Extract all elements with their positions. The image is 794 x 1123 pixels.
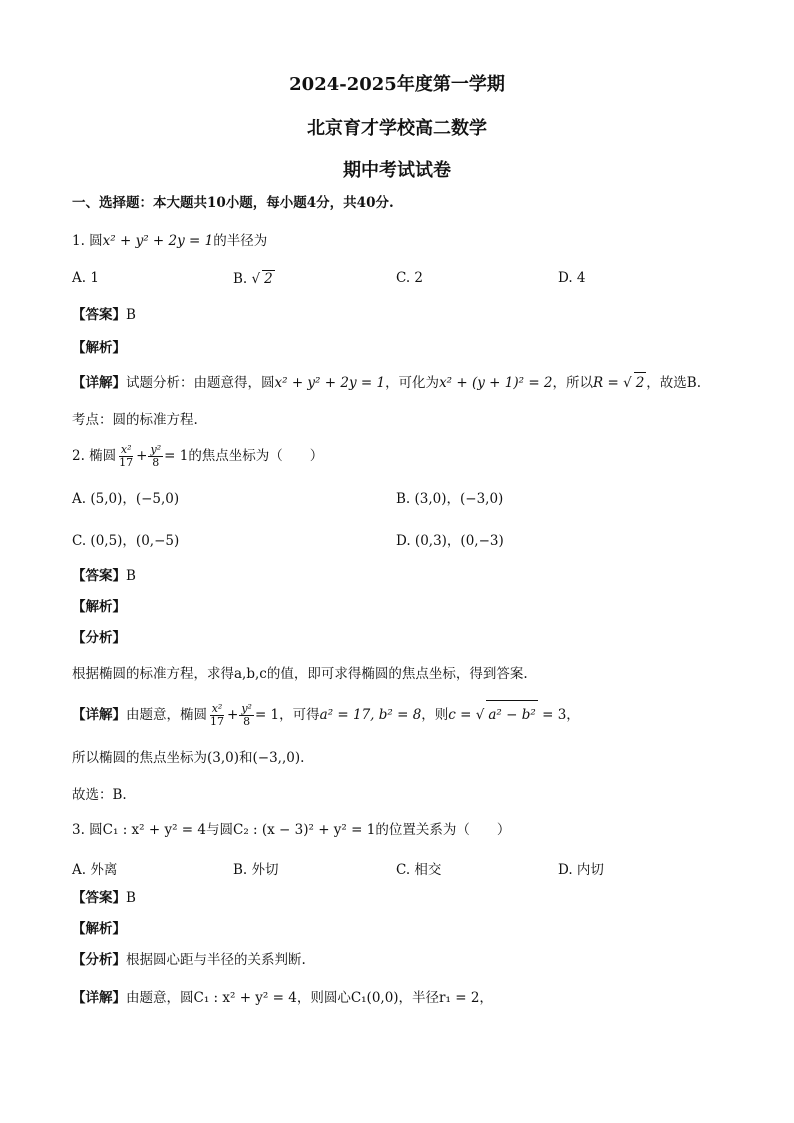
answer-label: 【答案】: [72, 307, 126, 323]
q2-detail-tail: = 3，: [537, 707, 580, 723]
q1-detail-eq2: x² + (y + 1)² = 2: [439, 375, 553, 391]
q1-answer: [72, 305, 734, 325]
q2-detail-eq-tail: = 1: [254, 707, 280, 723]
q2-frac-x-num: x²: [120, 443, 132, 456]
doc-title-school: 北京育才学校高二数学: [307, 118, 487, 139]
q3-analysis-label: 【解析】: [72, 921, 126, 937]
q3-option-c: C. 相交: [396, 862, 442, 878]
q2-detail-plus: +: [227, 707, 239, 723]
q2-fenxi-label: 【分析】: [72, 630, 126, 646]
q2-prefix: 2. 椭圆: [72, 448, 117, 464]
section-heading: 一、选择题：本大题共10小题，每小题4分，共40分.: [72, 195, 394, 211]
q1-detail-text-c: ，所以: [552, 375, 594, 391]
q1-detail-eq1: x² + y² + 2y = 1: [274, 375, 386, 391]
answer-value: B: [126, 890, 136, 906]
q2-detail-frac-x-num: x²: [211, 702, 223, 715]
q1-detail: 【详解】试题分析：由题意得，圆x² + y² + 2y = 1，可化为x² + (y + 1)² = 2，所以R = √ 2 ，故选B.: [72, 372, 734, 393]
q3-fenxi-text: 根据圆心距与半径的关系判断.: [126, 952, 306, 968]
q1-analysis-label: 【解析】: [72, 340, 126, 356]
answer-value: B: [126, 568, 136, 584]
question-2: [72, 443, 734, 469]
q1-detail-text-b: ，可化为: [385, 375, 440, 391]
answer-label: 【答案】: [72, 568, 126, 584]
q3-option-a: A. 外离: [72, 862, 118, 878]
detail-label: 【详解】: [72, 707, 126, 723]
q2-detail-eq: a² = 17, b² = 8: [319, 707, 422, 723]
fenxi-label: 【分析】: [72, 952, 126, 968]
q2-detail-frac-x-den: 17: [210, 715, 224, 728]
q1-option-d: D. 4: [558, 270, 586, 286]
q3-detail: [72, 988, 734, 1008]
doc-title-exam: 期中考试试卷: [343, 160, 451, 181]
q3-option-d: D. 内切: [558, 862, 604, 878]
q2-frac-x-den: 17: [119, 456, 134, 469]
q2-detail-frac-y: [239, 703, 254, 728]
q2-frac-x: [117, 444, 135, 469]
q1-detail-text-d: ，故选B.: [646, 375, 702, 391]
q2-frac-y-den: 8: [152, 456, 160, 469]
q1-option-a: A. 1: [72, 270, 99, 286]
q2-option-d: D. (0,3)，(0,−3): [396, 533, 504, 549]
q2-detail-frac-y-den: 8: [243, 715, 251, 728]
doc-title-year: 2024-2025年度第一学期: [289, 74, 505, 95]
q1-equation: x² + y² + 2y = 1: [102, 233, 214, 249]
q2-detail-frac-y-num: y²: [241, 702, 252, 715]
q2-frac-y: [148, 444, 163, 469]
q2-fenxi-text: 根据椭圆的标准方程，求得a,b,c的值，即可求得椭圆的焦点坐标，得到答案.: [72, 666, 528, 682]
q1-option-c: C. 2: [396, 270, 424, 286]
q3-fenxi: [72, 950, 734, 970]
detail-label: 【详解】: [72, 990, 126, 1006]
q2-frac-y-num: y²: [150, 443, 162, 456]
q2-answer: [72, 566, 734, 586]
q3-answer: [72, 888, 734, 908]
q2-detail-text-a: 由题意，椭圆: [126, 707, 207, 723]
q1-option-b: B. √ 2: [233, 271, 273, 287]
q2-guxuan: 故选：B.: [72, 787, 127, 803]
q2-detail-sqrt: a² − b²: [486, 700, 537, 729]
q1-suffix: 的半径为: [213, 233, 268, 249]
answer-label: 【答案】: [72, 890, 126, 906]
q2-detail-frac-x: [208, 703, 226, 728]
question-3: 3. 圆C₁ : x² + y² = 4与圆C₂ : (x − 3)² + y² = 1的位置关系为（ ）: [72, 822, 511, 838]
q1-option-b-label: B.: [233, 271, 248, 287]
q1-detail-sqrt: 2: [634, 372, 647, 393]
q2-option-c: C. (0,5)，(0,−5): [72, 533, 180, 549]
q2-plus: +: [136, 448, 148, 464]
answer-value: B: [126, 307, 136, 323]
q2-detail: 【详解】由题意，椭圆 $\frac{\text{x²}}{17}$ + $\frac{\text{y²}}{8}$ = 1，可得a² = 17, b² = 8，则c = √ a² − b² = 3，: [72, 702, 580, 728]
q2-analysis-label: 【解析】: [72, 599, 126, 615]
q1-kaodian: 考点：圆的标准方程.: [72, 412, 198, 428]
q2-detail-text-c: ，则: [421, 707, 449, 723]
q1-option-b-sqrt: 2: [264, 271, 273, 287]
q3-detail-text: 由题意，圆C₁ : x² + y² = 4，则圆心C₁(0,0)，半径r₁ = 2，: [126, 990, 493, 1006]
q3-option-b: B. 外切: [233, 862, 279, 878]
q2-eq-tail: = 1: [164, 448, 189, 464]
question-1: [72, 231, 734, 251]
q1-prefix: 1. 圆: [72, 233, 103, 249]
q1-detail-eq3: R =: [593, 375, 624, 391]
q2-option-a: A. (5,0)，(−5,0): [72, 491, 180, 507]
q2-suffix: 的焦点坐标为（ ）: [188, 448, 324, 464]
q2-detail-ceq: c =: [448, 707, 476, 723]
q2-option-b: B. (3,0)，(−3,0): [396, 491, 504, 507]
detail-label: 【详解】: [72, 375, 126, 391]
q2-detail-text-b: ，可得: [279, 707, 320, 723]
q1-detail-text-a: 试题分析：由题意得，圆: [126, 375, 275, 391]
q2-conclusion: 所以椭圆的焦点坐标为(3,0)和(−3,,0).: [72, 750, 305, 766]
